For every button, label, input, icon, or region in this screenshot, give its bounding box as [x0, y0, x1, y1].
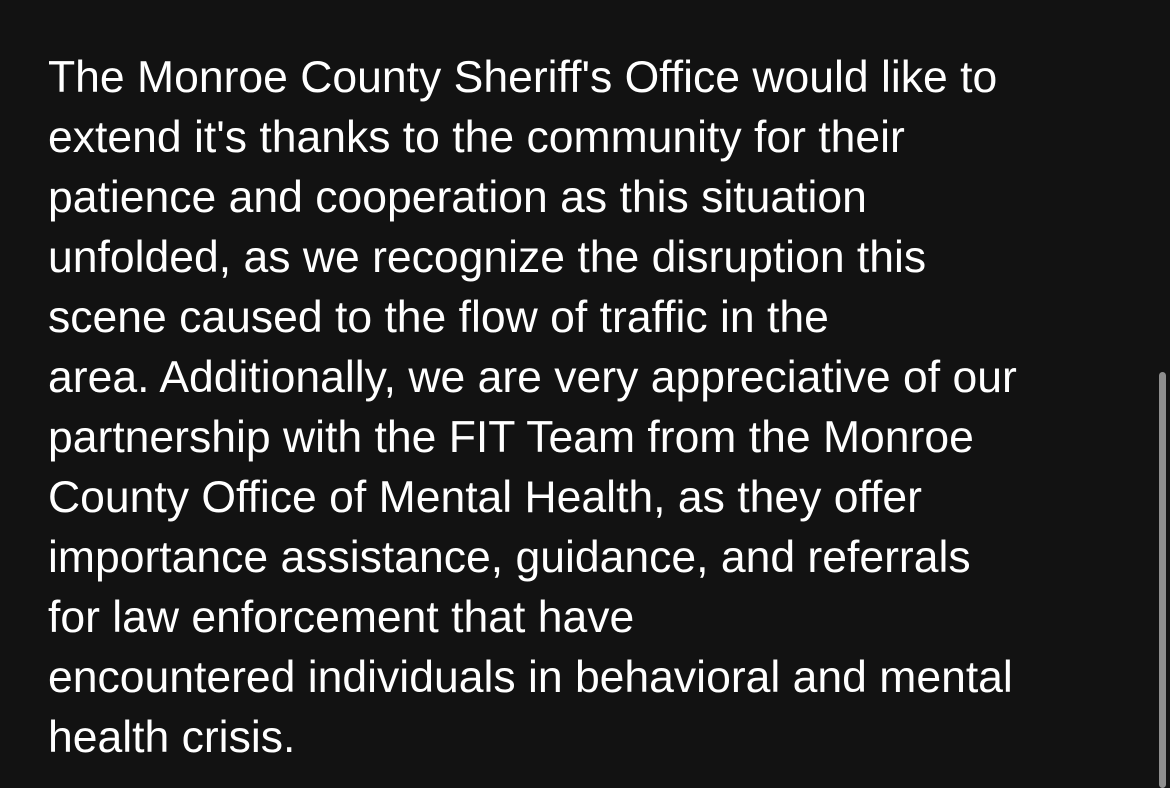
text-line: patience and cooperation as this situation: [48, 173, 867, 222]
text-line: encountered individuals in behavioral and mental: [48, 653, 1013, 702]
text-line: partnership with the FIT Team from the Monroe: [48, 413, 974, 462]
text-line: The Monroe County Sheriff's Office would like to: [48, 53, 998, 102]
text-line: health crisis.: [48, 713, 296, 762]
text-line: scene caused to the flow of traffic in the: [48, 293, 829, 342]
text-line: area. Additionally, we are very appreciative of our: [48, 353, 1017, 402]
text-line: unfolded, as we recognize the disruption this: [48, 233, 927, 282]
vertical-scrollbar[interactable]: [1159, 372, 1166, 788]
text-line: importance assistance, guidance, and referrals: [48, 533, 971, 582]
text-line: County Office of Mental Health, as they offer: [48, 473, 922, 522]
post-body-text: [48, 48, 1138, 768]
text-line: extend it's thanks to the community for their: [48, 113, 905, 162]
text-line: for law enforcement that have: [48, 593, 635, 642]
